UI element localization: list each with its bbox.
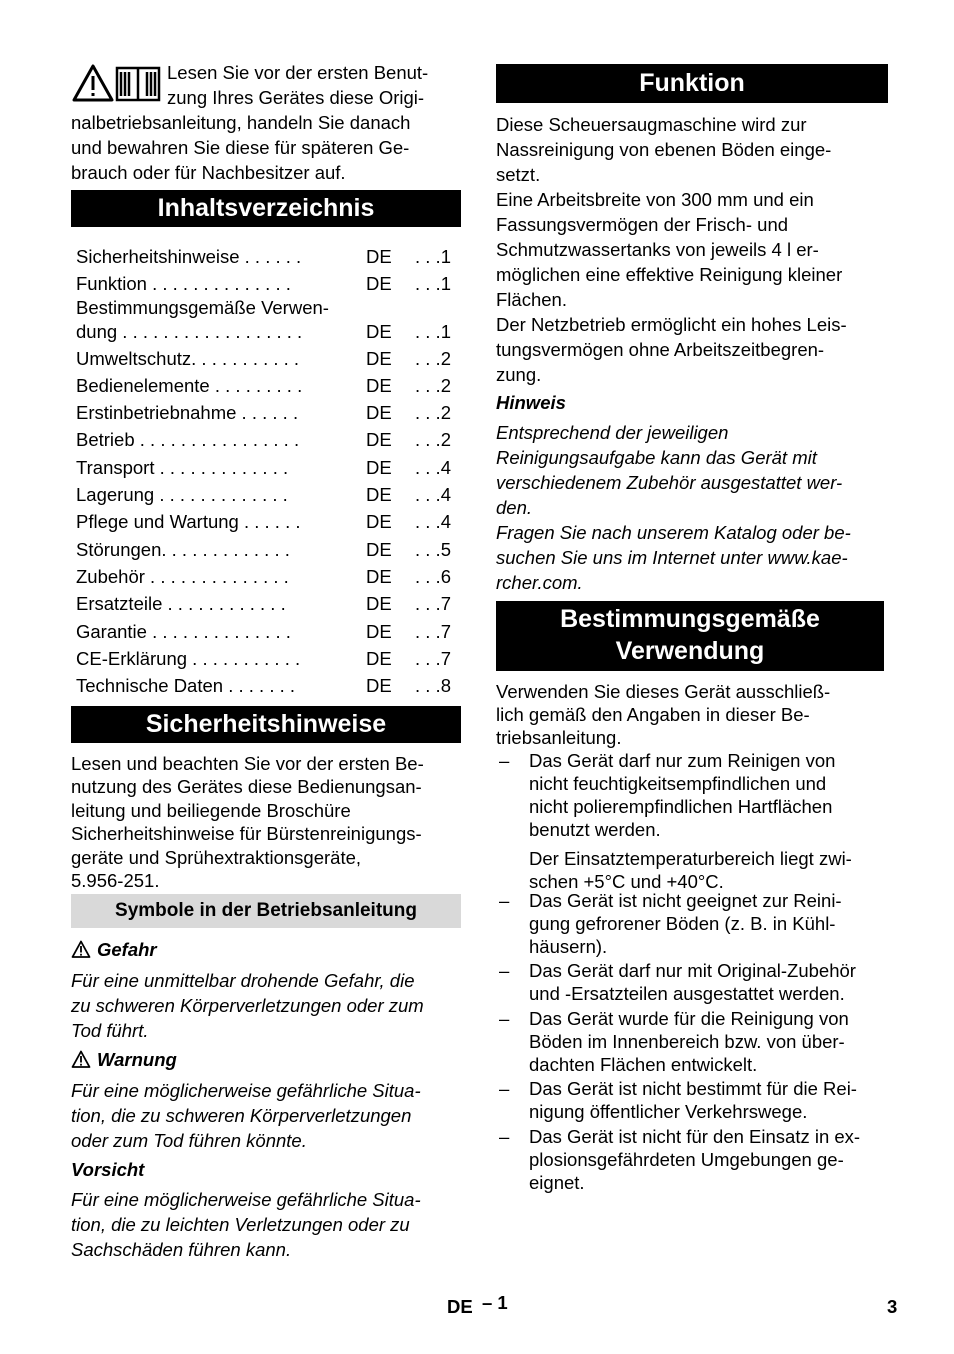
- toc-entry-lang: DE: [366, 593, 392, 615]
- function-line: setzt.: [496, 164, 541, 185]
- toc-entry-page: . . .2: [415, 374, 451, 396]
- note-text: [496, 420, 888, 595]
- toc-entry: [71, 508, 461, 535]
- danger-text: [71, 968, 463, 1043]
- list-item-line: und -Ersatzteilen ausgestattet werden.: [529, 983, 845, 1004]
- safety-line: leitung und beiliegende Broschüre: [71, 799, 351, 821]
- toc-entry-title: Technische Daten . . . . . . .: [76, 675, 296, 697]
- toc-entry-title: Störungen. . . . . . . . . . . . .: [76, 538, 290, 560]
- toc-entry-page: . . .2: [415, 347, 451, 369]
- list-item-line: Das Gerät wurde für die Reinigung von: [529, 1008, 849, 1029]
- toc-entry-page: . . .7: [415, 647, 451, 669]
- list-item-line: Das Gerät darf nur zum Reinigen von: [529, 750, 836, 771]
- function-line: Flächen.: [496, 289, 567, 310]
- toc-entry-page: . . .1: [415, 246, 451, 267]
- function-line: zung.: [496, 364, 542, 385]
- list-dash: –: [499, 1008, 510, 1029]
- intro-line-5: brauch oder für Nachbesitzer auf.: [71, 162, 346, 183]
- warning-manual-icons: [71, 62, 163, 104]
- function-paragraph: [496, 112, 888, 387]
- list-item-line: nicht feuchtigkeitsempfindlichen und: [529, 773, 827, 794]
- list-item-line: eignet.: [529, 1172, 585, 1193]
- function-line: tungsvermögen ohne Arbeitszeitbegren-: [496, 339, 825, 360]
- warning-icon: [74, 66, 112, 100]
- warning-text: [71, 1078, 463, 1153]
- toc-entry-title: Umweltschutz. . . . . . . . . . .: [76, 347, 300, 369]
- warning-label-row: [71, 1048, 177, 1072]
- footer-page-label: – 1: [482, 1292, 508, 1313]
- toc-entry-page: . . .7: [415, 593, 451, 615]
- list-item: [496, 889, 888, 958]
- intended-use-intro-line: lich gemäß den Angaben in dieser Be-: [496, 704, 810, 725]
- list-item-line: nicht polierempfindlichen Hartflächen: [529, 796, 833, 817]
- safety-line: Sicherheitshinweise für Bürstenreinigungs-: [71, 823, 422, 845]
- function-line: Der Netzbetrieb ermöglicht ein hohes Leis-: [496, 314, 847, 335]
- toc-entry-title: Zubehör . . . . . . . . . . . . . .: [76, 565, 289, 587]
- toc-entry-title: dung . . . . . . . . . . . . . . . . . .: [76, 320, 303, 342]
- intended-use-intro-line: triebsanleitung.: [496, 727, 622, 748]
- list-item-line: Das Gerät ist nicht geeignet zur Reini-: [529, 890, 842, 911]
- caution-text: [71, 1187, 463, 1262]
- intro-line-1: Lesen Sie vor der ersten Benut-: [167, 62, 429, 83]
- toc-entry-lang: DE: [366, 620, 392, 642]
- toc-entry: [71, 399, 461, 426]
- toc-entry-lang: DE: [366, 429, 392, 451]
- page-number: 3: [887, 1296, 898, 1317]
- list-item: [496, 1007, 888, 1076]
- safety-line: nutzung des Gerätes diese Bedienungsan-: [71, 776, 422, 798]
- list-item-line: Das Gerät ist nicht bestimmt für die Rei-: [529, 1078, 857, 1099]
- intended-use-heading: [496, 601, 884, 671]
- toc-entry-page: . . .5: [415, 538, 451, 560]
- warning-line: oder zum Tod führen könnte.: [71, 1130, 307, 1151]
- function-line: möglichen eine effektive Reinigung kleiner: [496, 264, 843, 285]
- list-item-line: Das Gerät darf nur mit Original-Zubehör: [529, 960, 856, 981]
- toc-entry: [71, 563, 461, 590]
- toc-entry-lang: DE: [366, 456, 392, 478]
- intended-use-heading-line-2: Verwendung: [615, 637, 765, 665]
- toc-entry-page: . . .4: [415, 456, 451, 478]
- list-item-line: häusern).: [529, 936, 608, 957]
- list-item-line: gung gefrorener Böden (z. B. in Kühl-: [529, 913, 836, 934]
- caution-line: Für eine möglicherweise gefährliche Situa-: [71, 1189, 421, 1210]
- table-of-contents: [71, 243, 461, 699]
- toc-entry-lang: DE: [366, 246, 392, 267]
- intro-symbols: [71, 62, 163, 104]
- function-line: Diese Scheuersaugmaschine wird zur: [496, 114, 807, 135]
- list-item-line: dachten Flächen entwickelt.: [529, 1054, 758, 1075]
- intended-use-intro: [496, 680, 888, 749]
- warning-icon: [71, 940, 91, 958]
- toc-entry-title: Funktion . . . . . . . . . . . . . .: [76, 273, 291, 295]
- safety-paragraph: [71, 752, 463, 892]
- function-heading: Funktion: [496, 64, 888, 103]
- toc-entry: [71, 454, 461, 481]
- list-item-line: Böden im Innenbereich bzw. von über-: [529, 1031, 845, 1052]
- toc-entry-page: . . .2: [415, 429, 451, 451]
- toc-entry-title: Erstinbetriebnahme . . . . . .: [76, 402, 299, 424]
- caution-label: Vorsicht: [71, 1159, 145, 1180]
- toc-entry-lang: DE: [366, 675, 392, 697]
- intro-line-3: nalbetriebsanleitung, handeln Sie danach: [71, 112, 411, 133]
- toc-entry-lang: DE: [366, 565, 392, 587]
- toc-entry-lang: DE: [366, 647, 392, 669]
- safety-line: Lesen und beachten Sie vor der ersten Be-: [71, 753, 424, 774]
- note-line: Fragen Sie nach unserem Katalog oder be-: [496, 522, 851, 543]
- intro-paragraph: [71, 60, 461, 185]
- warning-line: tion, die zu schweren Körperverletzungen: [71, 1105, 412, 1126]
- warning-icon: [71, 1050, 91, 1068]
- toc-entry-lang: DE: [366, 374, 392, 396]
- danger-label-row: [71, 938, 157, 962]
- safety-heading: Sicherheitshinweise: [71, 706, 461, 743]
- toc-entry: [71, 372, 461, 399]
- temperature-line: Der Einsatztemperaturbereich liegt zwi-: [529, 848, 852, 869]
- warning-label: Warnung: [97, 1049, 177, 1070]
- toc-entry-title: Ersatzteile . . . . . . . . . . . .: [76, 593, 286, 615]
- list-item: [496, 749, 888, 893]
- toc-heading: Inhaltsverzeichnis: [71, 190, 461, 227]
- toc-entry-page: . . .4: [415, 511, 451, 533]
- toc-entry-title: Sicherheitshinweise . . . . . .: [76, 246, 302, 267]
- temperature-line: schen +5°C und +40°C.: [529, 871, 724, 892]
- toc-entry-page: . . .2: [415, 402, 451, 424]
- danger-line: zu schweren Körperverletzungen oder zum: [71, 995, 424, 1016]
- toc-entry-lang: DE: [366, 511, 392, 533]
- list-dash: –: [499, 1078, 510, 1099]
- toc-entry-lang: DE: [366, 273, 392, 295]
- caution-line: Sachschäden führen kann.: [71, 1239, 292, 1260]
- list-item-line: nigung öffentlicher Verkehrswege.: [529, 1101, 808, 1122]
- caution-line: tion, die zu leichten Verletzungen oder zu: [71, 1214, 410, 1235]
- toc-entry: [71, 345, 461, 372]
- toc-entry-title-line-1: Bestimmungsgemäße Verwen-: [76, 296, 329, 318]
- note-line: verschiedenem Zubehör ausgestattet wer-: [496, 472, 843, 493]
- toc-entry: [71, 645, 461, 672]
- toc-entry: [71, 672, 461, 699]
- danger-label: Gefahr: [97, 939, 157, 960]
- list-item: [496, 1125, 888, 1194]
- warning-line: Für eine möglicherweise gefährliche Situa-: [71, 1080, 421, 1101]
- note-line: rcher.com.: [496, 572, 583, 593]
- symbols-heading: Symbole in der Betriebsanleitung: [71, 894, 461, 928]
- toc-entry: [71, 536, 461, 563]
- toc-entry-title: CE-Erklärung . . . . . . . . . . .: [76, 647, 301, 669]
- toc-entry-lang: DE: [366, 402, 392, 424]
- footer-lang: DE: [447, 1296, 473, 1317]
- toc-entry: [71, 590, 461, 617]
- list-item: [496, 959, 888, 1005]
- toc-entry: [71, 426, 461, 453]
- list-item: [496, 1077, 888, 1123]
- list-dash: –: [499, 960, 510, 981]
- note-line: Reinigungsaufgabe kann das Gerät mit: [496, 447, 817, 468]
- toc-entry-title: Garantie . . . . . . . . . . . . . .: [76, 620, 291, 642]
- list-dash: –: [499, 750, 510, 771]
- toc-entry-page: . . .4: [415, 484, 451, 506]
- toc-entry-lang: DE: [366, 484, 392, 506]
- intended-use-intro-line: Verwenden Sie dieses Gerät ausschließ-: [496, 681, 831, 702]
- list-item-line: benutzt werden.: [529, 819, 661, 840]
- safety-line: 5.956-251.: [71, 870, 160, 892]
- toc-entry-page: . . .6: [415, 565, 451, 587]
- manual-book-icon: [117, 68, 159, 100]
- intro-line-2: zung Ihres Gerätes diese Origi-: [167, 87, 425, 108]
- toc-entry-page: . . .7: [415, 620, 451, 642]
- toc-entry-lang: DE: [366, 320, 392, 342]
- function-line: Fassungsvermögen der Frisch- und: [496, 214, 789, 235]
- intro-line-4: und bewahren Sie diese für späteren Ge-: [71, 137, 410, 158]
- toc-entry-title: Pflege und Wartung . . . . . .: [76, 511, 301, 533]
- intended-use-heading-line-1: Bestimmungsgemäße: [560, 605, 820, 633]
- toc-entry-lang: DE: [366, 347, 392, 369]
- function-line: Eine Arbeitsbreite von 300 mm und ein: [496, 189, 814, 210]
- toc-entry: [71, 481, 461, 508]
- toc-entry: [71, 298, 461, 345]
- note-line: den.: [496, 497, 533, 518]
- toc-entry-lang: DE: [366, 538, 392, 560]
- toc-entry-title: Betrieb . . . . . . . . . . . . . . . .: [76, 429, 300, 451]
- note-label: Hinweis: [496, 392, 566, 413]
- toc-entry-title: Lagerung . . . . . . . . . . . . .: [76, 484, 288, 506]
- toc-entry-title: Transport . . . . . . . . . . . . .: [76, 456, 289, 478]
- note-line: suchen Sie uns im Internet unter www.kae-: [496, 547, 848, 568]
- toc-entry-page: . . .1: [415, 320, 451, 342]
- function-line: Schmutzwassertanks von jeweils 4 l er-: [496, 239, 819, 260]
- toc-entry: [71, 243, 461, 270]
- toc-entry: [71, 618, 461, 645]
- safety-line: geräte und Sprühextraktionsgeräte,: [71, 846, 362, 868]
- danger-line: Tod führt.: [71, 1020, 149, 1041]
- list-item-line: plosionsgefährdeten Umgebungen ge-: [529, 1149, 844, 1170]
- toc-entry-page: . . .1: [415, 273, 451, 295]
- list-dash: –: [499, 1126, 510, 1147]
- toc-entry-title: Bedienelemente . . . . . . . . .: [76, 374, 303, 396]
- toc-entry-page: . . .8: [415, 675, 451, 697]
- list-item-line: Das Gerät ist nicht für den Einsatz in ex-: [529, 1126, 861, 1147]
- note-line: Entsprechend der jeweiligen: [496, 422, 729, 443]
- danger-line: Für eine unmittelbar drohende Gefahr, die: [71, 970, 415, 991]
- list-dash: –: [499, 890, 510, 911]
- function-line: Nassreinigung von ebenen Böden einge-: [496, 139, 832, 160]
